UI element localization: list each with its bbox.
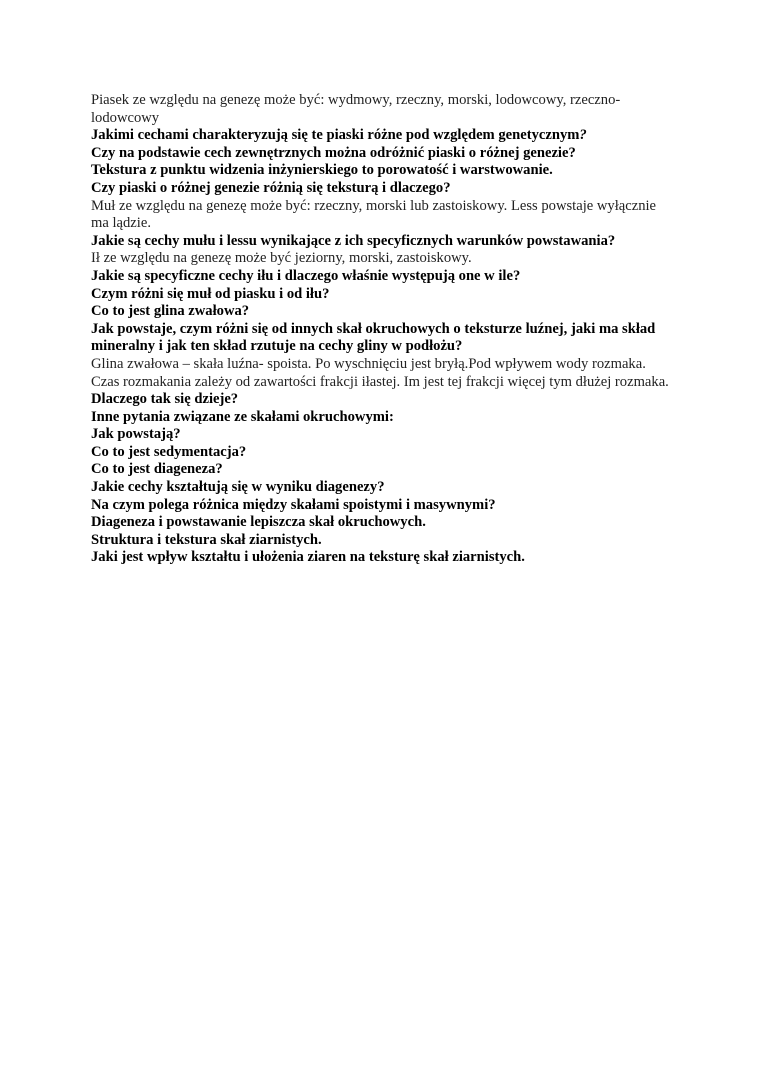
question-sand-external-features: [91, 145, 671, 163]
question-formation: [91, 426, 671, 444]
question-till-formation: [91, 321, 671, 356]
question-silt-difference: [91, 286, 671, 304]
question-mark: ?: [579, 127, 587, 144]
paragraph-till-description: [91, 356, 671, 391]
heading-text: Inne pytania związane ze skałami okruchowymi:: [91, 408, 394, 425]
question-why: [91, 391, 671, 409]
question-cohesive-vs-massive: [91, 497, 671, 515]
question-diagenesis-features: [91, 479, 671, 497]
topic-text: Jaki jest wpływ kształtu i ułożenia ziaren na teksturę skał ziarnistych.: [91, 549, 525, 566]
question-text: Jakie cechy kształtują się w wyniku diagenezy?: [91, 479, 385, 496]
question-sand-texture: [91, 180, 671, 198]
question-sand-features: [91, 127, 671, 145]
document-body: [91, 92, 671, 567]
topic-grain-shape-influence: [91, 549, 671, 567]
statement-text: Tekstura z punktu widzenia inżynierskiego to porowatość i warstwowanie.: [91, 162, 553, 179]
paragraph-text: Piasek ze względu na genezę może być: wydmowy, rzeczny, morski, lodowcowy, rzeczno-lodowcowy: [91, 92, 621, 126]
topic-text: Diageneza i powstawanie lepiszcza skał okruchowych.: [91, 514, 426, 531]
paragraph-text: Ił ze względu na genezę może być jeziorny, morski, zastoiskowy.: [91, 250, 472, 267]
question-text: Jak powstaje, czym różni się od innych skał okruchowych o teksturze luźnej, jaki ma skład mineralny i jak ten skład rzutuje na cechy gliny w podłożu?: [91, 320, 656, 355]
question-text: Jakie są cechy mułu i lessu wynikające z ich specyficznych warunków powstawania?: [91, 232, 616, 249]
question-text: Co to jest glina zwałowa?: [91, 303, 250, 320]
question-sedimentation: [91, 444, 671, 462]
paragraph-text: Muł ze względu na genezę może być: rzeczny, morski lub zastoiskowy. Less powstaje wyłącznie ma lądzie.: [91, 197, 657, 232]
question-text: Czym różni się muł od piasku i od iłu?: [91, 285, 330, 302]
paragraph-text: Glina zwałowa – skała luźna- spoista. Po wyschnięciu jest bryłą.Pod wpływem wody rozmaka. Czas rozmakania zależy od zawartości frakcji iłastej. Im jest tej frakcji więcej tym dłużej rozmaka.: [91, 355, 669, 390]
topic-text: Struktura i tekstura skał ziarnistych.: [91, 531, 322, 548]
heading-other-questions: [91, 409, 671, 427]
question-text: Co to jest diageneza?: [91, 461, 223, 478]
question-text: Czy piaski o różnej genezie różnią się teksturą i dlaczego?: [91, 179, 451, 196]
paragraph-clay-genesis: [91, 250, 671, 268]
question-text: Dlaczego tak się dzieje?: [91, 391, 239, 408]
question-text: Na czym polega różnica między skałami spoistymi i masywnymi?: [91, 496, 496, 513]
topic-structure-texture: [91, 532, 671, 550]
question-text: Jakimi cechami charakteryzują się te piaski różne pod względem genetycznym: [91, 127, 580, 144]
paragraph-silt-genesis: [91, 198, 671, 233]
question-text: Co to jest sedymentacja?: [91, 443, 247, 460]
statement-texture-engineering: [91, 162, 671, 180]
question-till-definition: [91, 303, 671, 321]
question-text: Jakie są specyficzne cechy iłu i dlaczego właśnie występują one w ile?: [91, 267, 521, 284]
paragraph-sand-genesis: [91, 92, 671, 127]
question-diagenesis: [91, 461, 671, 479]
question-text: Czy na podstawie cech zewnętrznych można odróżnić piaski o różnej genezie?: [91, 144, 576, 161]
question-silt-loess-features: [91, 233, 671, 251]
question-text: Jak powstają?: [91, 426, 181, 443]
topic-diagenesis-cement: [91, 514, 671, 532]
question-clay-features: [91, 268, 671, 286]
